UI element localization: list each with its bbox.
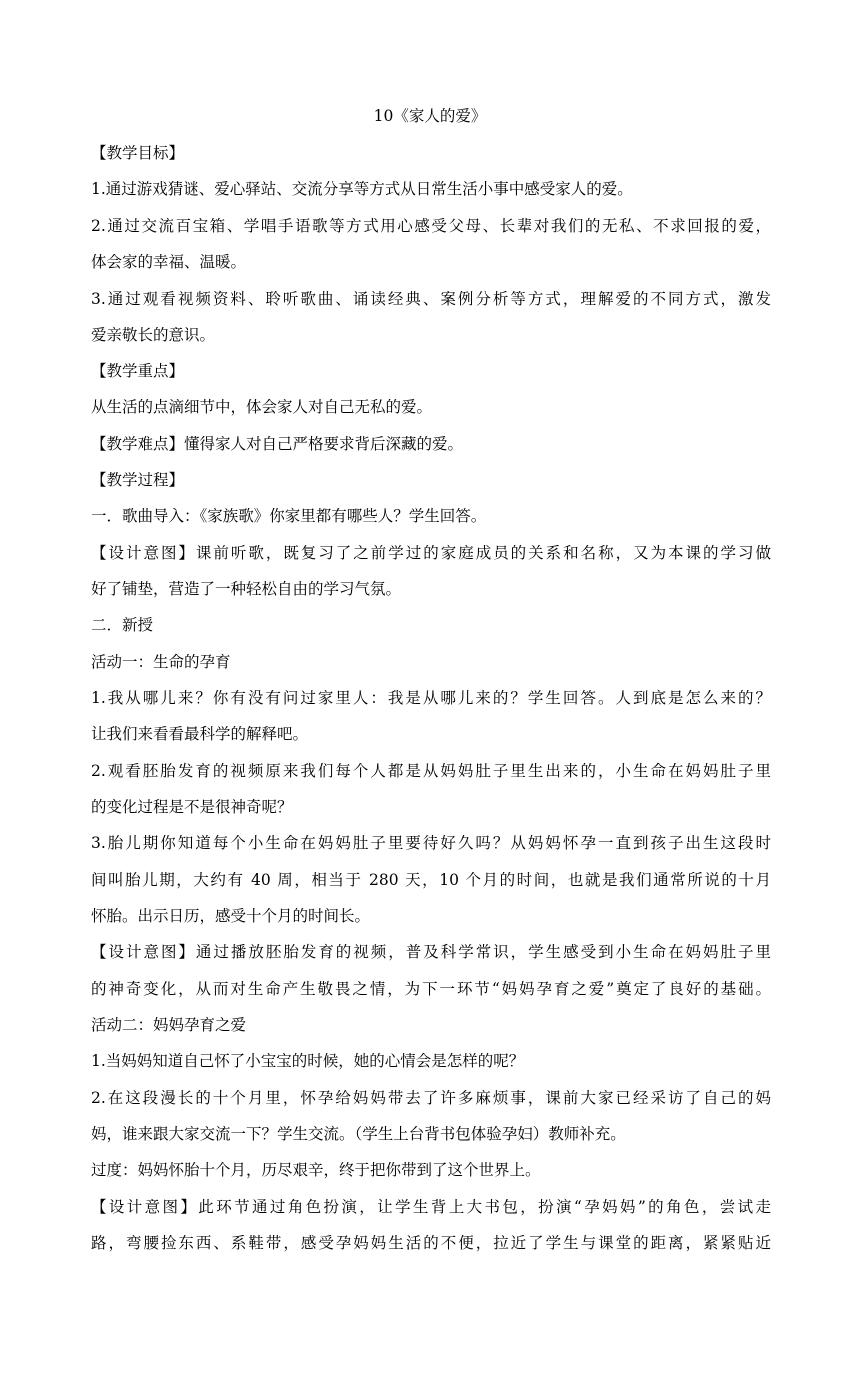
paragraph-line: 3.胎儿期你知道每个小生命在妈妈肚子里要待好久吗？从妈妈怀孕一直到孩子出生这段时 (91, 834, 771, 852)
paragraph-line: 【设计意图】课前听歌，既复习了之前学过的家庭成员的关系和名称，又为本课的学习做 (91, 544, 771, 562)
paragraph-line: 【设计意图】此环节通过角色扮演，让学生背上大书包，扮演“孕妈妈”的角色，尝试走 (91, 1198, 771, 1216)
paragraph-line: 从生活的点滴细节中，体会家人对自己无私的爱。 (91, 398, 433, 416)
section-heading-process: 【教学过程】 (91, 471, 185, 489)
section-heading-difficulties: 【教学难点】懂得家人对自己严格要求背后深藏的爱。 (91, 435, 464, 453)
paragraph-line: 【设计意图】通过播放胚胎发育的视频，普及科学常识，学生感受到小生命在妈妈肚子里 (91, 943, 771, 961)
paragraph-line: 3.通过观看视频资料、聆听歌曲、诵读经典、案例分析等方式，理解爱的不同方式，激发 (91, 290, 771, 308)
paragraph-line: 1.通过游戏猜谜、爱心驿站、交流分享等方式从日常生活小事中感受家人的爱。 (91, 180, 633, 198)
paragraph-line: 2.通过交流百宝箱、学唱手语歌等方式用心感受父母、长辈对我们的无私、不求回报的爱， (91, 217, 771, 235)
paragraph-line: 过度：妈妈怀胎十个月，历尽艰辛，终于把你带到了这个世界上。 (91, 1161, 541, 1179)
paragraph-line: 一．歌曲导入：《家族歌》你家里都有哪些人？学生回答。 (91, 507, 487, 525)
section-heading-objectives: 【教学目标】 (91, 144, 185, 162)
paragraph-line: 间叫胎儿期，大约有 40 周，相当于 280 天，10 个月的时间，也就是我们通常所说的十月 (91, 871, 771, 889)
paragraph-line: 2.观看胚胎发育的视频原来我们每个人都是从妈妈肚子里生出来的，小生命在妈妈肚子里 (91, 762, 771, 780)
paragraph-line: 妈，谁来跟大家交流一下？学生交流。（学生上台背书包体验孕妇）教师补充。 (91, 1125, 626, 1143)
paragraph-line: 怀胎。出示日历，感受十个月的时间长。 (91, 907, 371, 925)
paragraph-line: 让我们来看看最科学的解释吧。 (91, 725, 309, 743)
document-title: 10《家人的爱》 (373, 107, 487, 125)
paragraph-line: 1.当妈妈知道自己怀了小宝宝的时候，她的心情会是怎样的呢？ (91, 1052, 525, 1070)
paragraph-line: 1.我从哪儿来？你有没有问过家里人：我是从哪儿来的？学生回答。人到底是怎么来的？ (91, 689, 771, 707)
paragraph-line: 的神奇变化，从而对生命产生敬畏之情，为下一环节“妈妈孕育之爱”奠定了良好的基础。 (91, 980, 771, 998)
activity-heading: 活动二：妈妈孕育之爱 (91, 1016, 247, 1034)
section-heading-new-lesson: 二．新授 (91, 616, 154, 634)
paragraph-line: 爱亲敬长的意识。 (91, 326, 216, 344)
paragraph-line: 路，弯腰捡东西、系鞋带，感受孕妈妈生活的不便，拉近了学生与课堂的距离，紧紧贴近 (91, 1234, 771, 1252)
section-heading-key-points: 【教学重点】 (91, 362, 185, 380)
paragraph-line: 2.在这段漫长的十个月里，怀孕给妈妈带去了许多麻烦事，课前大家已经采访了自己的妈 (91, 1089, 771, 1107)
activity-heading: 活动一：生命的孕育 (91, 653, 231, 671)
paragraph-line: 好了铺垫，营造了一种轻松自由的学习气氛。 (91, 580, 402, 598)
paragraph-line: 体会家的幸福、温暖。 (91, 253, 247, 271)
paragraph-line: 的变化过程是不是很神奇呢？ (91, 798, 293, 816)
